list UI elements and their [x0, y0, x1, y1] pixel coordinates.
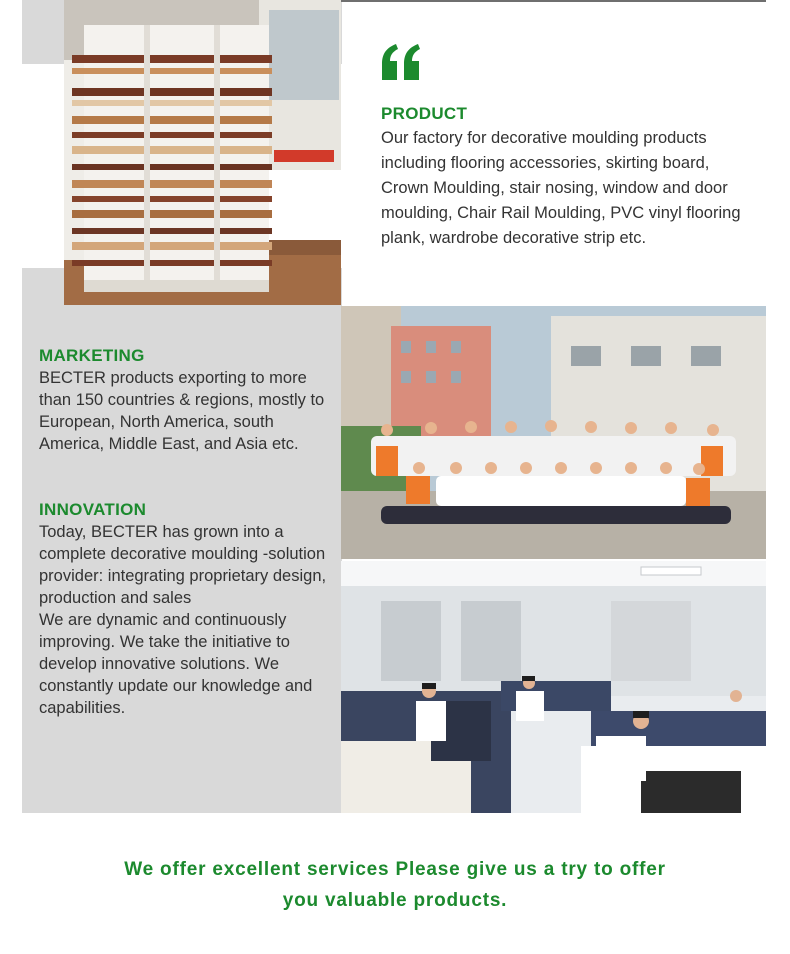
closing-message: [0, 854, 790, 916]
team-group-photo: [341, 306, 766, 559]
innovation-paragraph: We are dynamic and continuously improving. We take the initiative to develop innovative solutions. We constantly update our knowledge and capabilities.: [39, 611, 313, 717]
innovation-heading: INNOVATION: [39, 500, 147, 519]
marketing-heading: MARKETING: [39, 346, 145, 365]
quote-icon: [378, 40, 424, 86]
showroom-moulding-photo: [64, 0, 341, 305]
office-workspace-photo: [341, 561, 766, 813]
marketing-description: BECTER products exporting to more than 150 countries & regions, mostly to European, North America, south America, Middle East, and Asia etc.: [39, 369, 325, 453]
top-divider-line: [341, 0, 766, 2]
innovation-description: [39, 521, 334, 719]
product-description: Our factory for decorative moulding products including flooring accessories, skirting board, Crown Moulding, stair nosing, window and door moulding, Chair Rail Moulding, PVC vinyl flooring plank, wardrobe decorative strip etc.: [381, 129, 741, 247]
closing-line: you valuable products.: [282, 890, 508, 911]
innovation-paragraph: Today, BECTER has grown into a complete decorative moulding -solution provider: integrating proprietary design, production and sales: [39, 523, 327, 607]
product-heading: PRODUCT: [381, 104, 468, 123]
closing-line: We offer excellent services Please give us a try to offer: [124, 859, 666, 880]
